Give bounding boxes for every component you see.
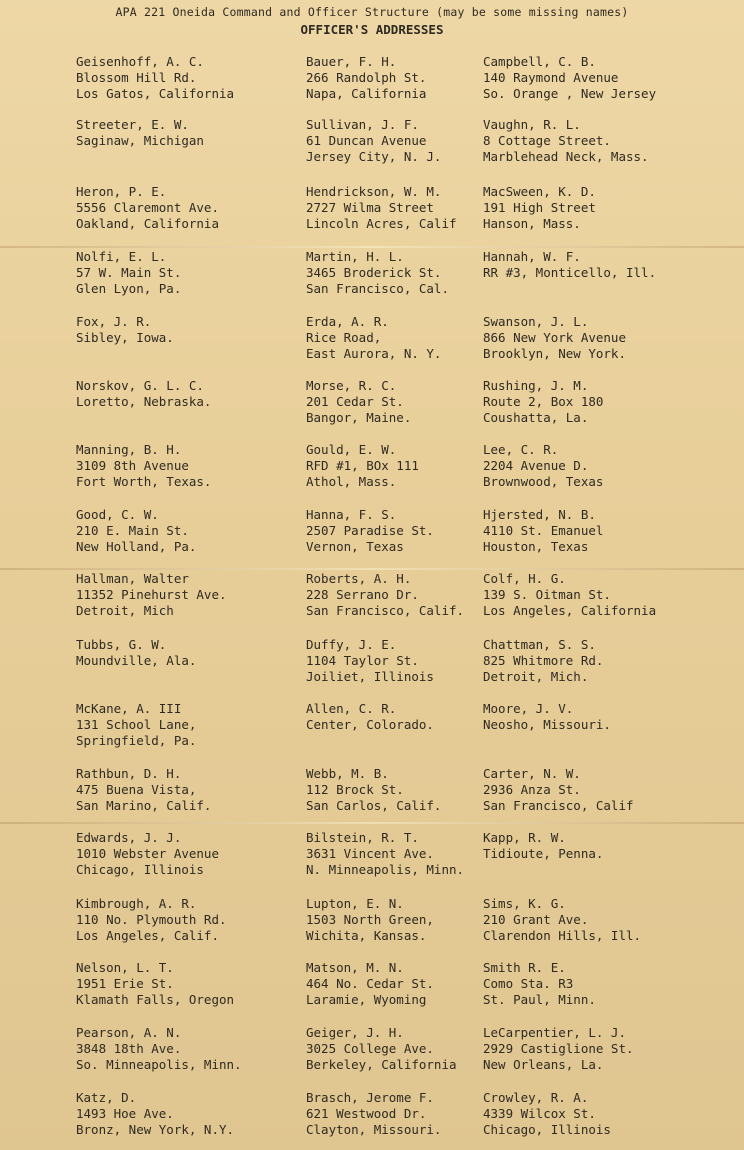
address-line: 8 Cottage Street. [483, 132, 611, 148]
address-line: Marblehead Neck, Mass. [483, 148, 649, 164]
officer-name: Matson, M. N. [306, 960, 404, 975]
address-line: 5556 Claremont Ave. [76, 199, 219, 215]
officer-address-entry [76, 701, 301, 748]
address-line: Moundville, Ala. [76, 652, 197, 668]
document-subtitle: OFFICER'S ADDRESSES [300, 22, 444, 37]
address-line: 210 E. Main St. [76, 522, 189, 538]
officer-name: Hanna, F. S. [306, 507, 397, 522]
officer-name: Streeter, E. W. [76, 117, 189, 132]
officer-name: Smith R. E. [483, 960, 566, 975]
address-line: Laramie, Wyoming [306, 991, 427, 1007]
address-row [0, 701, 744, 763]
officer-name: Bauer, F. H. [306, 54, 397, 69]
address-line: Glen Lyon, Pa. [76, 280, 182, 296]
address-line: 3109 8th Avenue [76, 457, 189, 473]
officer-name: Carter, N. W. [483, 766, 581, 781]
officer-name: Webb, M. B. [306, 766, 389, 781]
officer-name: Hannah, W. F. [483, 249, 581, 264]
officer-address-entry [483, 701, 741, 733]
officer-name: Moore, J. V. [483, 701, 574, 716]
address-row [0, 54, 744, 116]
address-row [0, 378, 744, 440]
officer-name: Swanson, J. L. [483, 314, 589, 329]
address-row [0, 1025, 744, 1087]
officer-name: MacSween, K. D. [483, 184, 596, 199]
officer-address-entry [76, 1025, 301, 1072]
officer-address-entry [76, 766, 301, 813]
address-line: 475 Buena Vista, [76, 781, 197, 797]
officer-name: Allen, C. R. [306, 701, 397, 716]
address-line: Clayton, Missouri. [306, 1121, 442, 1137]
address-line: Los Angeles, Calif. [76, 927, 219, 943]
officer-address-entry [483, 637, 741, 684]
officer-address-entry [76, 830, 301, 877]
address-line: Lincoln Acres, Calif [306, 215, 457, 231]
officer-name: Geisenhoff, A. C. [76, 54, 204, 69]
officer-address-entry [76, 571, 301, 618]
officer-address-entry [306, 766, 481, 813]
address-line: 201 Cedar St. [306, 393, 404, 409]
address-row [0, 184, 744, 246]
address-row [0, 507, 744, 569]
address-row [0, 1090, 744, 1150]
officer-name: Erda, A. R. [306, 314, 389, 329]
officer-name: Fox, J. R. [76, 314, 152, 329]
address-row [0, 896, 744, 958]
officer-name: Lupton, E. N. [306, 896, 404, 911]
address-line: Saginaw, Michigan [76, 132, 204, 148]
officer-address-entry [483, 1025, 741, 1072]
address-line: 228 Serrano Dr. [306, 586, 419, 602]
address-line: 866 New York Avenue [483, 329, 626, 345]
officer-name: Hendrickson, W. M. [306, 184, 442, 199]
address-line: Blossom Hill Rd. [76, 69, 197, 85]
officer-name: Colf, H. G. [483, 571, 566, 586]
officer-name: Martin, H. L. [306, 249, 404, 264]
address-line: Athol, Mass. [306, 473, 397, 489]
officer-address-entry [483, 960, 741, 1007]
officer-address-entry [76, 54, 301, 101]
officer-address-entry [306, 507, 481, 554]
officer-address-entry [76, 184, 301, 231]
address-line: Como Sta. R3 [483, 975, 574, 991]
address-line: 621 Westwood Dr. [306, 1105, 427, 1121]
address-line: East Aurora, N. Y. [306, 345, 442, 361]
officer-address-entry [306, 117, 481, 164]
address-row [0, 442, 744, 504]
address-line: 3631 Vincent Ave. [306, 845, 434, 861]
officer-address-entry [483, 117, 741, 164]
officer-name: Geiger, J. H. [306, 1025, 404, 1040]
officer-address-entry [483, 378, 741, 425]
address-line: Sibley, Iowa. [76, 329, 174, 345]
officer-name: Hjersted, N. B. [483, 507, 596, 522]
officer-name: Rushing, J. M. [483, 378, 589, 393]
address-line: 3025 College Ave. [306, 1040, 434, 1056]
address-line: So. Orange , New Jersey [483, 85, 657, 101]
address-line: Center, Colorado. [306, 716, 434, 732]
address-line: 2204 Avenue D. [483, 457, 589, 473]
officer-address-entry [306, 442, 481, 489]
officer-name: Kapp, R. W. [483, 830, 566, 845]
officer-name: Morse, R. C. [306, 378, 397, 393]
officer-name: Tubbs, G. W. [76, 637, 167, 652]
address-line: 112 Brock St. [306, 781, 404, 797]
address-line: San Francisco, Cal. [306, 280, 449, 296]
officer-name: LeCarpentier, L. J. [483, 1025, 626, 1040]
officer-address-entry [483, 1090, 741, 1137]
officer-name: Katz, D. [76, 1090, 137, 1105]
address-line: Bronz, New York, N.Y. [76, 1121, 235, 1137]
officer-address-entry [306, 830, 481, 877]
address-line: Route 2, Box 180 [483, 393, 604, 409]
officer-address-entry [76, 378, 301, 410]
officer-address-entry [306, 1025, 481, 1072]
address-line: New Holland, Pa. [76, 538, 197, 554]
officer-name: Pearson, A. N. [76, 1025, 182, 1040]
address-line: 110 No. Plymouth Rd. [76, 911, 227, 927]
address-row [0, 571, 744, 633]
officer-address-entry [306, 896, 481, 943]
address-line: San Francisco, Calif [483, 797, 634, 813]
address-line: 825 Whitmore Rd. [483, 652, 604, 668]
address-line: 2507 Paradise St. [306, 522, 434, 538]
address-line: 3465 Broderick St. [306, 264, 442, 280]
address-line: 1493 Hoe Ave. [76, 1105, 174, 1121]
officer-address-entry [76, 314, 301, 346]
address-line: 139 S. Oitman St. [483, 586, 611, 602]
address-line: 2929 Castiglione St. [483, 1040, 634, 1056]
officer-address-entry [306, 701, 481, 733]
address-line: 3848 18th Ave. [76, 1040, 182, 1056]
address-line: Loretto, Nebraska. [76, 393, 212, 409]
address-line: RFD #1, BOx 111 [306, 457, 419, 473]
officer-address-entry [483, 184, 741, 231]
address-line: Chicago, Illinois [483, 1121, 611, 1137]
address-line: Napa, California [306, 85, 427, 101]
officer-name: Sullivan, J. F. [306, 117, 419, 132]
address-row [0, 830, 744, 892]
officer-address-entry [306, 314, 481, 361]
officer-name: Brasch, Jerome F. [306, 1090, 434, 1105]
address-line: Joiliet, Illinois [306, 668, 434, 684]
address-line: Springfield, Pa. [76, 732, 197, 748]
address-line: Bangor, Maine. [306, 409, 412, 425]
officer-address-entry [306, 571, 481, 618]
officer-address-entry [483, 507, 741, 554]
officer-address-entry [76, 896, 301, 943]
address-line: 2727 Wilma Street [306, 199, 434, 215]
officer-address-entry [306, 54, 481, 101]
address-line: 11352 Pinehurst Ave. [76, 586, 227, 602]
address-line: Oakland, California [76, 215, 219, 231]
address-line: 4110 St. Emanuel [483, 522, 604, 538]
address-line: Tidioute, Penna. [483, 845, 604, 861]
officer-address-entry [483, 249, 741, 281]
address-line: N. Minneapolis, Minn. [306, 861, 465, 877]
address-line: 1104 Taylor St. [306, 652, 419, 668]
address-line: 266 Randolph St. [306, 69, 427, 85]
address-line: Klamath Falls, Oregon [76, 991, 235, 1007]
officer-name: Bilstein, R. T. [306, 830, 419, 845]
address-line: So. Minneapolis, Minn. [76, 1056, 242, 1072]
officer-name: Lee, C. R. [483, 442, 559, 457]
address-line: Jersey City, N. J. [306, 148, 442, 164]
officer-name: Sims, K. G. [483, 896, 566, 911]
address-line: 210 Grant Ave. [483, 911, 589, 927]
address-line: 4339 Wilcox St. [483, 1105, 596, 1121]
address-line: New Orleans, La. [483, 1056, 604, 1072]
officer-address-entry [483, 830, 741, 862]
address-grid [0, 54, 744, 1144]
address-line: 1951 Erie St. [76, 975, 174, 991]
address-line: San Francisco, Calif. [306, 602, 465, 618]
address-line: Brooklyn, New York. [483, 345, 626, 361]
officer-address-entry [306, 249, 481, 296]
officer-address-entry [483, 442, 741, 489]
address-line: Vernon, Texas [306, 538, 404, 554]
address-line: Rice Road, [306, 329, 382, 345]
officer-name: Kimbrough, A. R. [76, 896, 197, 911]
officer-name: McKane, A. III [76, 701, 182, 716]
officer-name: Edwards, J. J. [76, 830, 182, 845]
address-line: Detroit, Mich [76, 602, 174, 618]
officer-address-entry [76, 249, 301, 296]
officer-address-entry [306, 1090, 481, 1137]
officer-name: Manning, B. H. [76, 442, 182, 457]
address-line: Wichita, Kansas. [306, 927, 427, 943]
address-line: Brownwood, Texas [483, 473, 604, 489]
address-row [0, 117, 744, 179]
address-line: San Carlos, Calif. [306, 797, 442, 813]
officer-name: Hallman, Walter [76, 571, 189, 586]
officer-address-entry [306, 184, 481, 231]
officer-name: Good, C. W. [76, 507, 159, 522]
address-line: Houston, Texas [483, 538, 589, 554]
document-title: APA 221 Oneida Command and Officer Structure (may be some missing names) [115, 5, 629, 19]
address-line: San Marino, Calif. [76, 797, 212, 813]
officer-address-entry [483, 54, 741, 101]
officer-name: Duffy, J. E. [306, 637, 397, 652]
address-line: RR #3, Monticello, Ill. [483, 264, 657, 280]
address-line: 57 W. Main St. [76, 264, 182, 280]
address-line: Clarendon Hills, Ill. [483, 927, 642, 943]
address-line: 131 School Lane, [76, 716, 197, 732]
officer-name: Crowley, R. A. [483, 1090, 589, 1105]
address-row [0, 249, 744, 311]
officer-address-entry [483, 314, 741, 361]
address-line: Fort Worth, Texas. [76, 473, 212, 489]
address-row [0, 637, 744, 699]
address-line: 464 No. Cedar St. [306, 975, 434, 991]
address-line: Los Gatos, California [76, 85, 235, 101]
address-line: 191 High Street [483, 199, 596, 215]
address-line: 1503 North Green, [306, 911, 434, 927]
address-line: 140 Raymond Avenue [483, 69, 619, 85]
officer-name: Heron, P. E. [76, 184, 167, 199]
address-line: Neosho, Missouri. [483, 716, 611, 732]
address-line: Los Angeles, California [483, 602, 657, 618]
officer-address-entry [483, 571, 741, 618]
officer-address-entry [306, 960, 481, 1007]
officer-name: Gould, E. W. [306, 442, 397, 457]
officer-name: Rathbun, D. H. [76, 766, 182, 781]
officer-address-entry [76, 960, 301, 1007]
address-row [0, 314, 744, 376]
address-line: Hanson, Mass. [483, 215, 581, 231]
officer-name: Roberts, A. H. [306, 571, 412, 586]
officer-name: Vaughn, R. L. [483, 117, 581, 132]
address-line: Chicago, Illinois [76, 861, 204, 877]
officer-address-entry [76, 507, 301, 554]
officer-name: Norskov, G. L. C. [76, 378, 204, 393]
address-row [0, 766, 744, 828]
officer-address-entry [76, 1090, 301, 1137]
address-line: 1010 Webster Avenue [76, 845, 219, 861]
officer-address-entry [76, 637, 301, 669]
officer-address-entry [306, 378, 481, 425]
address-line: Berkeley, California [306, 1056, 457, 1072]
officer-address-entry [483, 766, 741, 813]
address-line: Detroit, Mich. [483, 668, 589, 684]
address-line: Coushatta, La. [483, 409, 589, 425]
officer-address-entry [306, 637, 481, 684]
officer-address-entry [76, 442, 301, 489]
address-line: 61 Duncan Avenue [306, 132, 427, 148]
officer-address-entry [483, 896, 741, 943]
officer-name: Campbell, C. B. [483, 54, 596, 69]
officer-name: Nolfi, E. L. [76, 249, 167, 264]
officer-name: Chattman, S. S. [483, 637, 596, 652]
officer-name: Nelson, L. T. [76, 960, 174, 975]
address-line: 2936 Anza St. [483, 781, 581, 797]
address-row [0, 960, 744, 1022]
officer-address-entry [76, 117, 301, 149]
address-line: St. Paul, Minn. [483, 991, 596, 1007]
